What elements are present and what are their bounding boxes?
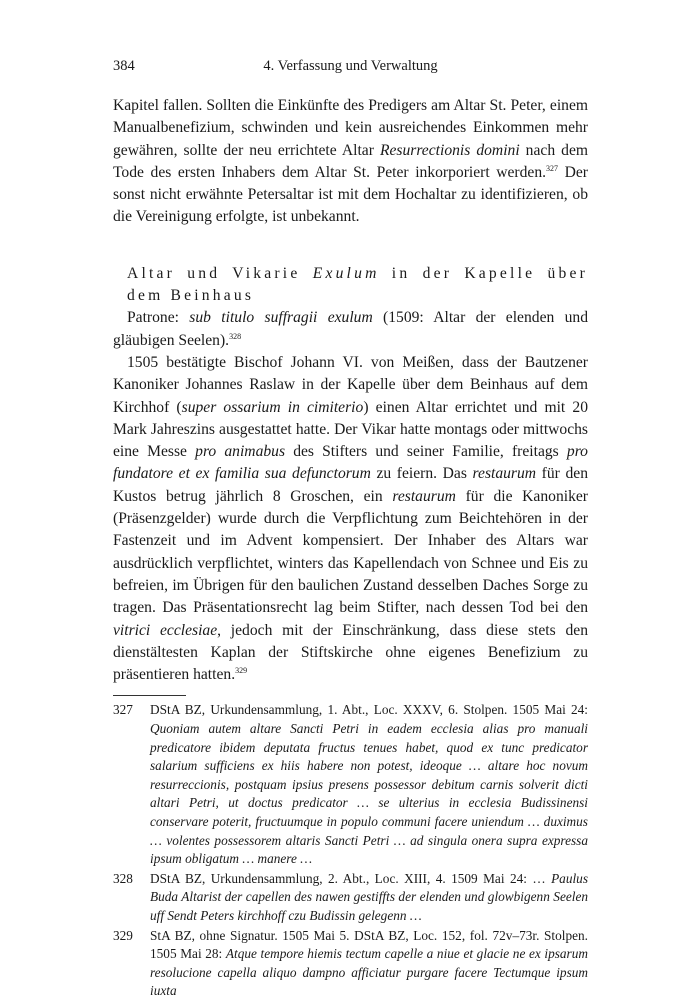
section-heading: Altar und Vikarie Exulum in der Kapelle über dem Beinhaus bbox=[127, 264, 588, 305]
book-page bbox=[113, 58, 588, 1002]
footnote-ref-329[interactable]: 329 bbox=[235, 666, 248, 676]
footnotes bbox=[113, 701, 588, 1001]
footnote-329: 329 StA BZ, ohne Signatur. 1505 Mai 5. DStA BZ, Loc. 152, fol. 72v–73r. Stolpen. 1505 Mai 28: Atque tempore hiemis tectum capelle a niue et glacie ne ex ipsarum resolucione capella aliquo dampno afficiatur purgare facere Tectumque ipsum iuxta bbox=[113, 927, 588, 999]
paragraph-1: Kapitel fallen. Sollten die Einkünfte des Predigers am Altar St. Peter, einem Manualbenefizium, schwinden und kein ausreichendes Einkommen mehr gewähren, sollte der neu errichtete Altar Resurrectionis domini nach dem Tode des ersten Inhabers dem Altar St. Peter inkorporiert werden.$^{327}$ Der sonst nicht erwähnte Petersaltar ist mit dem Hochaltar zu identifizieren, ob die Vereinigung erfolgte, ist unbekannt. bbox=[113, 97, 588, 226]
page-number: 384 bbox=[113, 58, 135, 74]
footnote-327: 327 DStA BZ, Urkundensammlung, 1. Abt., Loc. XXXV, 6. Stolpen. 1505 Mai 24: Quoniam autem altare Sancti Petri in eadem ecclesia alias pro manuali predicatore ibidem deputata fructus tenues habet, quod ex tunc predicator salarium sufficiens ex hiis habere non potest, ideoque … altare hoc novum resurreccionis, postquam ipsius presens possessor debitum carnis solverit dicti altari Petri, ut doctus predicator … se ulterius in ecclesia Budissinensi conservare poterit, fructuumque in populo communi facere uniendum … duximus … volentes possessorem altaris Sancti Petri … ad singula onera supra expressa ipsum obligatum … manere … bbox=[113, 702, 588, 867]
footnote-328: 328 DStA BZ, Urkundensammlung, 2. Abt., Loc. XIII, 4. 1509 Mai 24: … Paulus Buda Altarist der capellen des nawen gestiffts der elenden und glowbigenn Seelen uff Sendt Peters kirchhoff czu Budissin gelegenn … bbox=[113, 870, 588, 923]
footnote-divider bbox=[113, 695, 186, 696]
paragraph-patrone: Patrone: sub titulo suffragii exulum (1509: Altar der elenden und gläubigen Seelen).$^{328}$ bbox=[113, 309, 588, 349]
page-header bbox=[113, 58, 588, 80]
footnote-ref-328[interactable]: 328 bbox=[229, 331, 242, 341]
footnote-ref-327[interactable]: 327 bbox=[546, 163, 559, 173]
main-text bbox=[113, 95, 588, 686]
paragraph-3: 1505 bestätigte Bischof Johann VI. von Meißen, dass der Bautzener Kanoniker Johannes Raslaw in der Kapelle über dem Beinhaus auf dem Kirchhof (super ossarium in cimiterio) einen Altar errichtet und mit 20 Mark Jahreszins ausgestattet hatte. Der Vikar hatte montags oder mittwochs eine Messe pro animabus des Stifters und seiner Familie, freitags pro fundatore et ex familia sua defunctorum zu feiern. Das restaurum für den Kustos betrug jährlich 8 Groschen, ein restaurum für die Kanoniker (Präsenzgelder) wurde durch die Verpflichtung zum Beichtehören in der Fastenzeit und im Advent kompensiert. Der Inhaber des Altars war ausdrücklich verpflichtet, winters das Kapellendach von Schnee und Eis zu befreien, im Übrigen für den baulichen Zustand desselben Daches Sorge zu tragen. Das Präsentationsrecht lag beim Stifter, nach dessen Tod bei den vitrici ecclesiae, jedoch mit der Einschränkung, dass diese stets den dienstältesten Kaplan der Stiftskirche ohne eigenes Benefizium zu präsentieren hatten.$^{329}$ bbox=[113, 353, 588, 684]
running-head: 4. Verfassung und Verwaltung bbox=[263, 58, 438, 74]
